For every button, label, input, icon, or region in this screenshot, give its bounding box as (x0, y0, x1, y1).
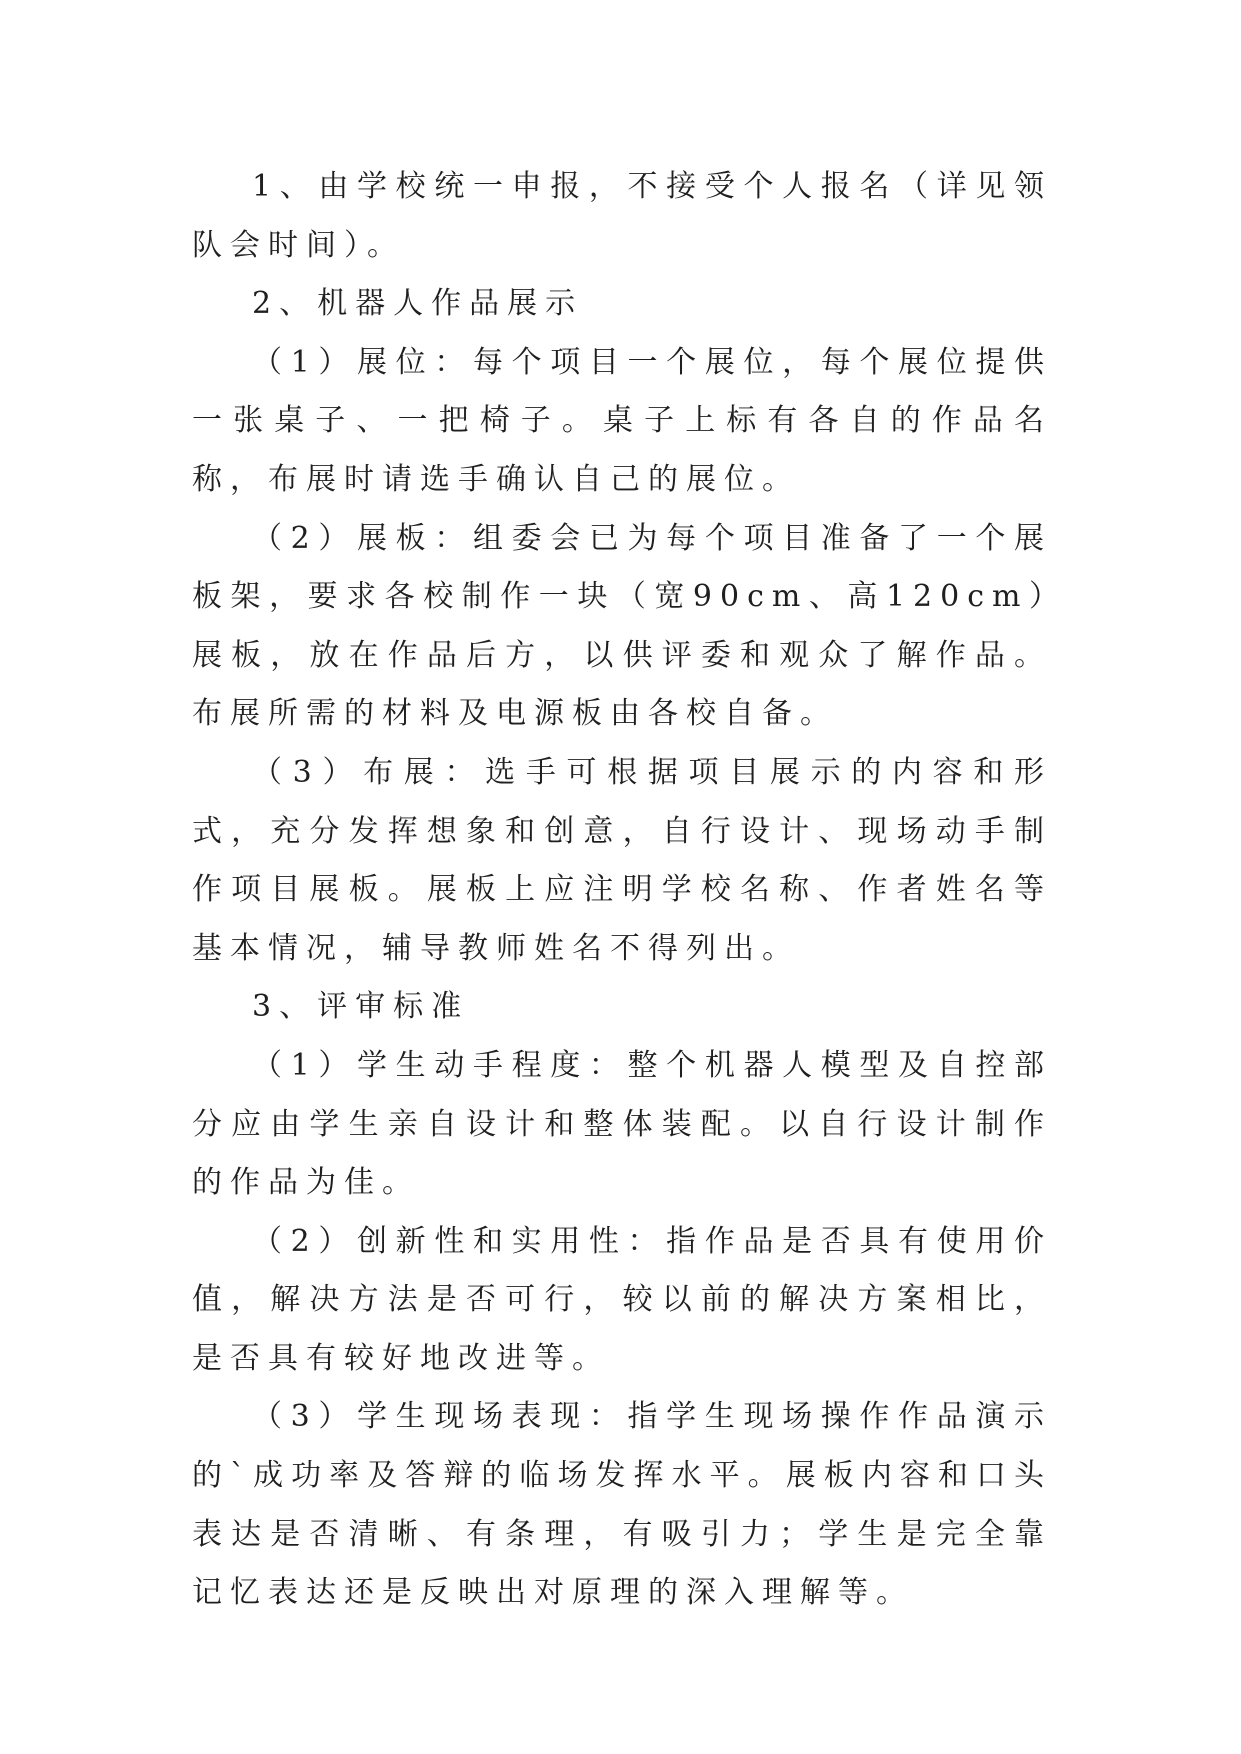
paragraph-booth: （1）展位：每个项目一个展位，每个展位提供一张桌子、一把椅子。桌子上标有各自的作品名称，布展时请选手确认自己的展位。 (192, 344, 1052, 497)
paragraph-registration: 1、由学校统一申报，不接受个人报名（详见领队会时间）。 (192, 169, 1052, 263)
paragraph-performance: （3）学生现场表现：指学生现场操作作品演示的`成功率及答辩的临场发挥水平。展板内容和口头表达是否清晰、有条理，有吸引力；学生是完全靠记忆表达还是反映出对原理的深入理解等。 (192, 1399, 1052, 1611)
heading-robot-exhibit: 2、机器人作品展示 (252, 286, 584, 322)
paragraph-hands-on: （1）学生动手程度：整个机器人模型及自控部分应由学生亲自设计和整体装配。以自行设计制作的作品为佳。 (192, 1047, 1052, 1201)
heading-evaluation-criteria: 3、评审标准 (252, 989, 470, 1025)
paragraph-setup: （3）布展：选手可根据项目展示的内容和形式，充分发挥想象和创意，自行设计、现场动手制作项目展板。展板上应注明学校名称、作者姓名等基本情况，辅导教师姓名不得列出。 (192, 754, 1052, 966)
paragraph-display-board: （2）展板：组委会已为每个项目准备了一个展板架，要求各校制作一块（宽90cm、高120cm）展板，放在作品后方，以供评委和观众了解作品。布展所需的材料及电源板由各校自备。 (192, 520, 1052, 732)
document-body (192, 158, 1052, 1623)
paragraph-innovation: （2）创新性和实用性：指作品是否具有使用价值，解决方法是否可行，较以前的解决方案相比，是否具有较好地改进等。 (192, 1223, 1052, 1376)
